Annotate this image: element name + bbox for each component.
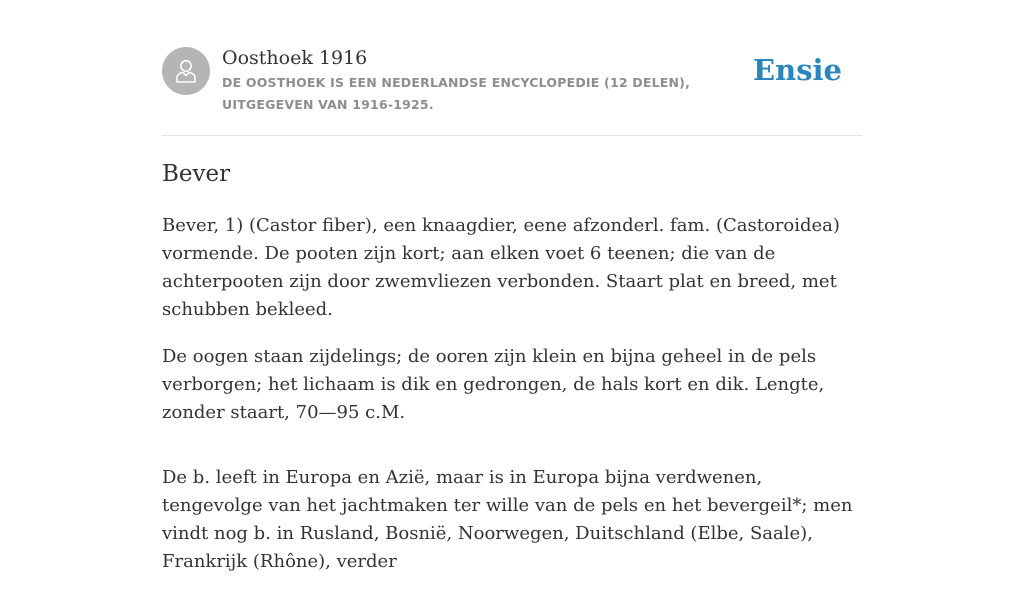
- entry-paragraph: De oogen staan zijdelings; de ooren zijn klein en bijna geheel in de pels verborgen; het lichaam is dik en gedrongen, de hals kort en dik. Lengte, zonder staart, 70—95 c.M.: [162, 346, 825, 423]
- entry-paragraph: Bever, 1) (Castor fiber), een knaagdier, eene afzonderl. fam. (Castoroidea) vormende. De pooten zijn kort; aan elken voet 6 teenen; die van de achterpooten zijn door zwemvliezen verbonden. Staart plat en breed, met schubben bekleed.: [162, 215, 840, 320]
- ensie-logo[interactable]: Ensie: [753, 53, 842, 87]
- source-description: DE OOSTHOEK IS EEN NEDERLANDSE ENCYCLOPEDIE (12 DELEN), UITGEGEVEN VAN 1916-1925.: [222, 75, 691, 112]
- source-header: [162, 0, 862, 136]
- entry-body: [162, 212, 867, 595]
- user-icon: [171, 56, 201, 86]
- entry-paragraph: De b. leeft in Europa en Azië, maar is in Europa bijna verdwenen, tengevolge van het jachtmaken ter wille van de pels en het bevergeil*; men vindt nog b. in Rusland, Bosnië, Noorwegen, Duitschland (Elbe, Saale), Frankrijk (Rhône), verder: [162, 467, 853, 572]
- avatar[interactable]: [162, 47, 210, 95]
- page: [162, 0, 862, 572]
- source-title[interactable]: Oosthoek 1916: [222, 47, 368, 69]
- entry-title: Bever: [162, 161, 231, 187]
